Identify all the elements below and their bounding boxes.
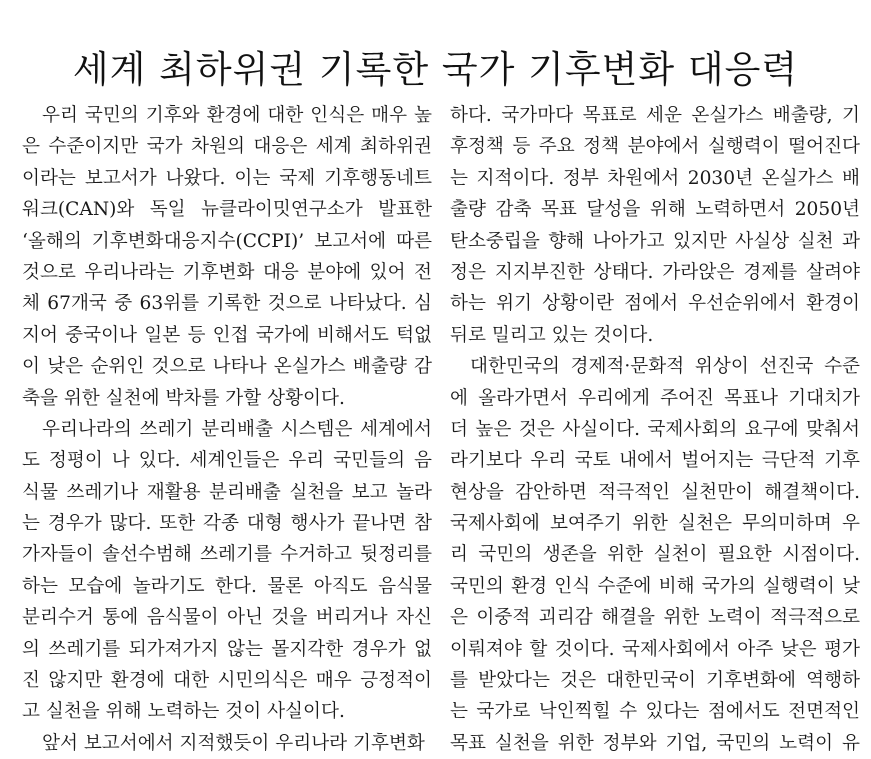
article-text-line: 우리 국민의 기후와 환경에 대한 인식은 매우 높 (42, 105, 432, 126)
article-headline: 세계 최하위권 기록한 국가 기후변화 대응력 (72, 47, 799, 91)
article-text-line: 목표 실천을 위한 정부와 기업, 국민의 노력이 유 (450, 732, 860, 754)
article-text-line: 리 국민의 생존을 위한 실천이 필요한 시점이다. (450, 544, 860, 566)
article-text-line: 는 국가로 낙인찍힐 수 있다는 점에서도 전면적인 (450, 701, 860, 723)
article-text-line: 식물 쓰레기나 재활용 분리배출 실천을 보고 놀라 (22, 481, 432, 503)
article-text-line: 축을 위한 실천에 박차를 가할 상황이다. (22, 387, 345, 409)
article-text-line: 현상을 감안하면 적극적인 실천만이 해결책이다. (450, 481, 860, 503)
article-text-line: 정은 지지부진한 상태다. 가라앉은 경제를 살려야 (450, 261, 860, 283)
article-text-line: 는 경우가 많다. 또한 각종 대형 행사가 끝나면 참 (22, 513, 432, 535)
article-text-line: 는 지적이다. 정부 차원에서 2030년 온실가스 배 (450, 167, 860, 189)
article-text-line: 이 낮은 순위인 것으로 나타나 온실가스 배출량 감 (22, 356, 432, 378)
article-text-line: 은 수준이지만 국가 차원의 대응은 세계 최하위권 (22, 136, 432, 158)
article-text-line: 탄소중립을 향해 나아가고 있지만 사실상 실천 과 (450, 230, 860, 252)
article-text-line: 출량 감축 목표 달성을 위해 노력하면서 2050년 (450, 199, 860, 221)
article-paragraph (450, 100, 860, 351)
article-text-line: 라기보다 우리 국토 내에서 벌어지는 극단적 기후 (450, 450, 860, 472)
article-text-line: 하는 모습에 놀라기도 한다. 물론 아직도 음식물 (22, 575, 432, 597)
article-text-line: 하는 위기 상황이란 점에서 우선순위에서 환경이 (450, 293, 860, 315)
article-text-line: 워크(CAN)와 독일 뉴클라이밋연구소가 발표한 (22, 199, 432, 221)
article-text-line: 지어 중국이나 일본 등 인접 국가에 비해서도 턱없 (22, 324, 432, 346)
article-text-line: 국제사회에 보여주기 위한 실천은 무의미하며 우 (450, 513, 860, 535)
article-text-line: 대한민국의 경제적·문화적 위상이 선진국 수준 (470, 356, 860, 378)
article-paragraph (22, 728, 432, 759)
article-text-line: 가자들이 솔선수범해 쓰레기를 수거하고 뒷정리를 (22, 544, 432, 566)
article-text-line: 더 높은 것은 사실이다. 국제사회의 요구에 맞춰서 (450, 418, 860, 440)
article-paragraph (22, 100, 432, 414)
article-text-line: 고 실천을 위해 노력하는 것이 사실이다. (22, 701, 345, 723)
article-text-line: 국민의 환경 인식 수준에 비해 국가의 실행력이 낮 (450, 575, 860, 597)
article-text-line: 도 정평이 나 있다. 세계인들은 우리 국민들의 음 (22, 450, 432, 472)
article-text-line: 뒤로 밀리고 있는 것이다. (450, 324, 654, 346)
article-left-column (22, 100, 432, 759)
article-text-line: 하다. 국가마다 목표로 세운 온실가스 배출량, 기 (450, 105, 860, 126)
article-paragraph (22, 414, 432, 728)
article-text-line: 이라는 보고서가 나왔다. 이는 국제 기후행동네트 (22, 167, 432, 189)
article-text-line: 를 받았다는 것은 대한민국이 기후변화에 역행하 (450, 670, 860, 692)
article-text-line: 것으로 우리나라는 기후변화 대응 분야에 있어 전 (22, 261, 432, 283)
article-text-line: 분리수거 통에 음식물이 아닌 것을 버리거나 자신 (22, 607, 432, 629)
article-text-line: 진 않지만 환경에 대한 시민의식은 매우 긍정적이 (22, 670, 432, 692)
article-text-line: 에 올라가면서 우리에게 주어진 목표나 기대치가 (450, 387, 860, 409)
article-right-column (450, 100, 860, 759)
article-text-line: 체 67개국 중 63위를 기록한 것으로 나타났다. 심 (22, 293, 432, 315)
article-paragraph (450, 351, 860, 759)
article-text-line: 우리나라의 쓰레기 분리배출 시스템은 세계에서 (42, 418, 432, 440)
article-text-line: 이뤄져야 할 것이다. 국제사회에서 아주 낮은 평가 (450, 638, 860, 660)
article-text-line: 후정책 등 주요 정책 분야에서 실행력이 떨어진다 (450, 136, 860, 158)
article-text-line: 은 이중적 괴리감 해결을 위한 노력이 적극적으로 (450, 607, 860, 629)
article-text-line: 의 쓰레기를 되가져가지 않는 몰지각한 경우가 없 (22, 638, 432, 660)
article-text-line: ‘올해의 기후변화대응지수(CCPI)’ 보고서에 따른 (22, 230, 432, 252)
article-text-line: 앞서 보고서에서 지적했듯이 우리나라 기후변화 (42, 732, 425, 754)
